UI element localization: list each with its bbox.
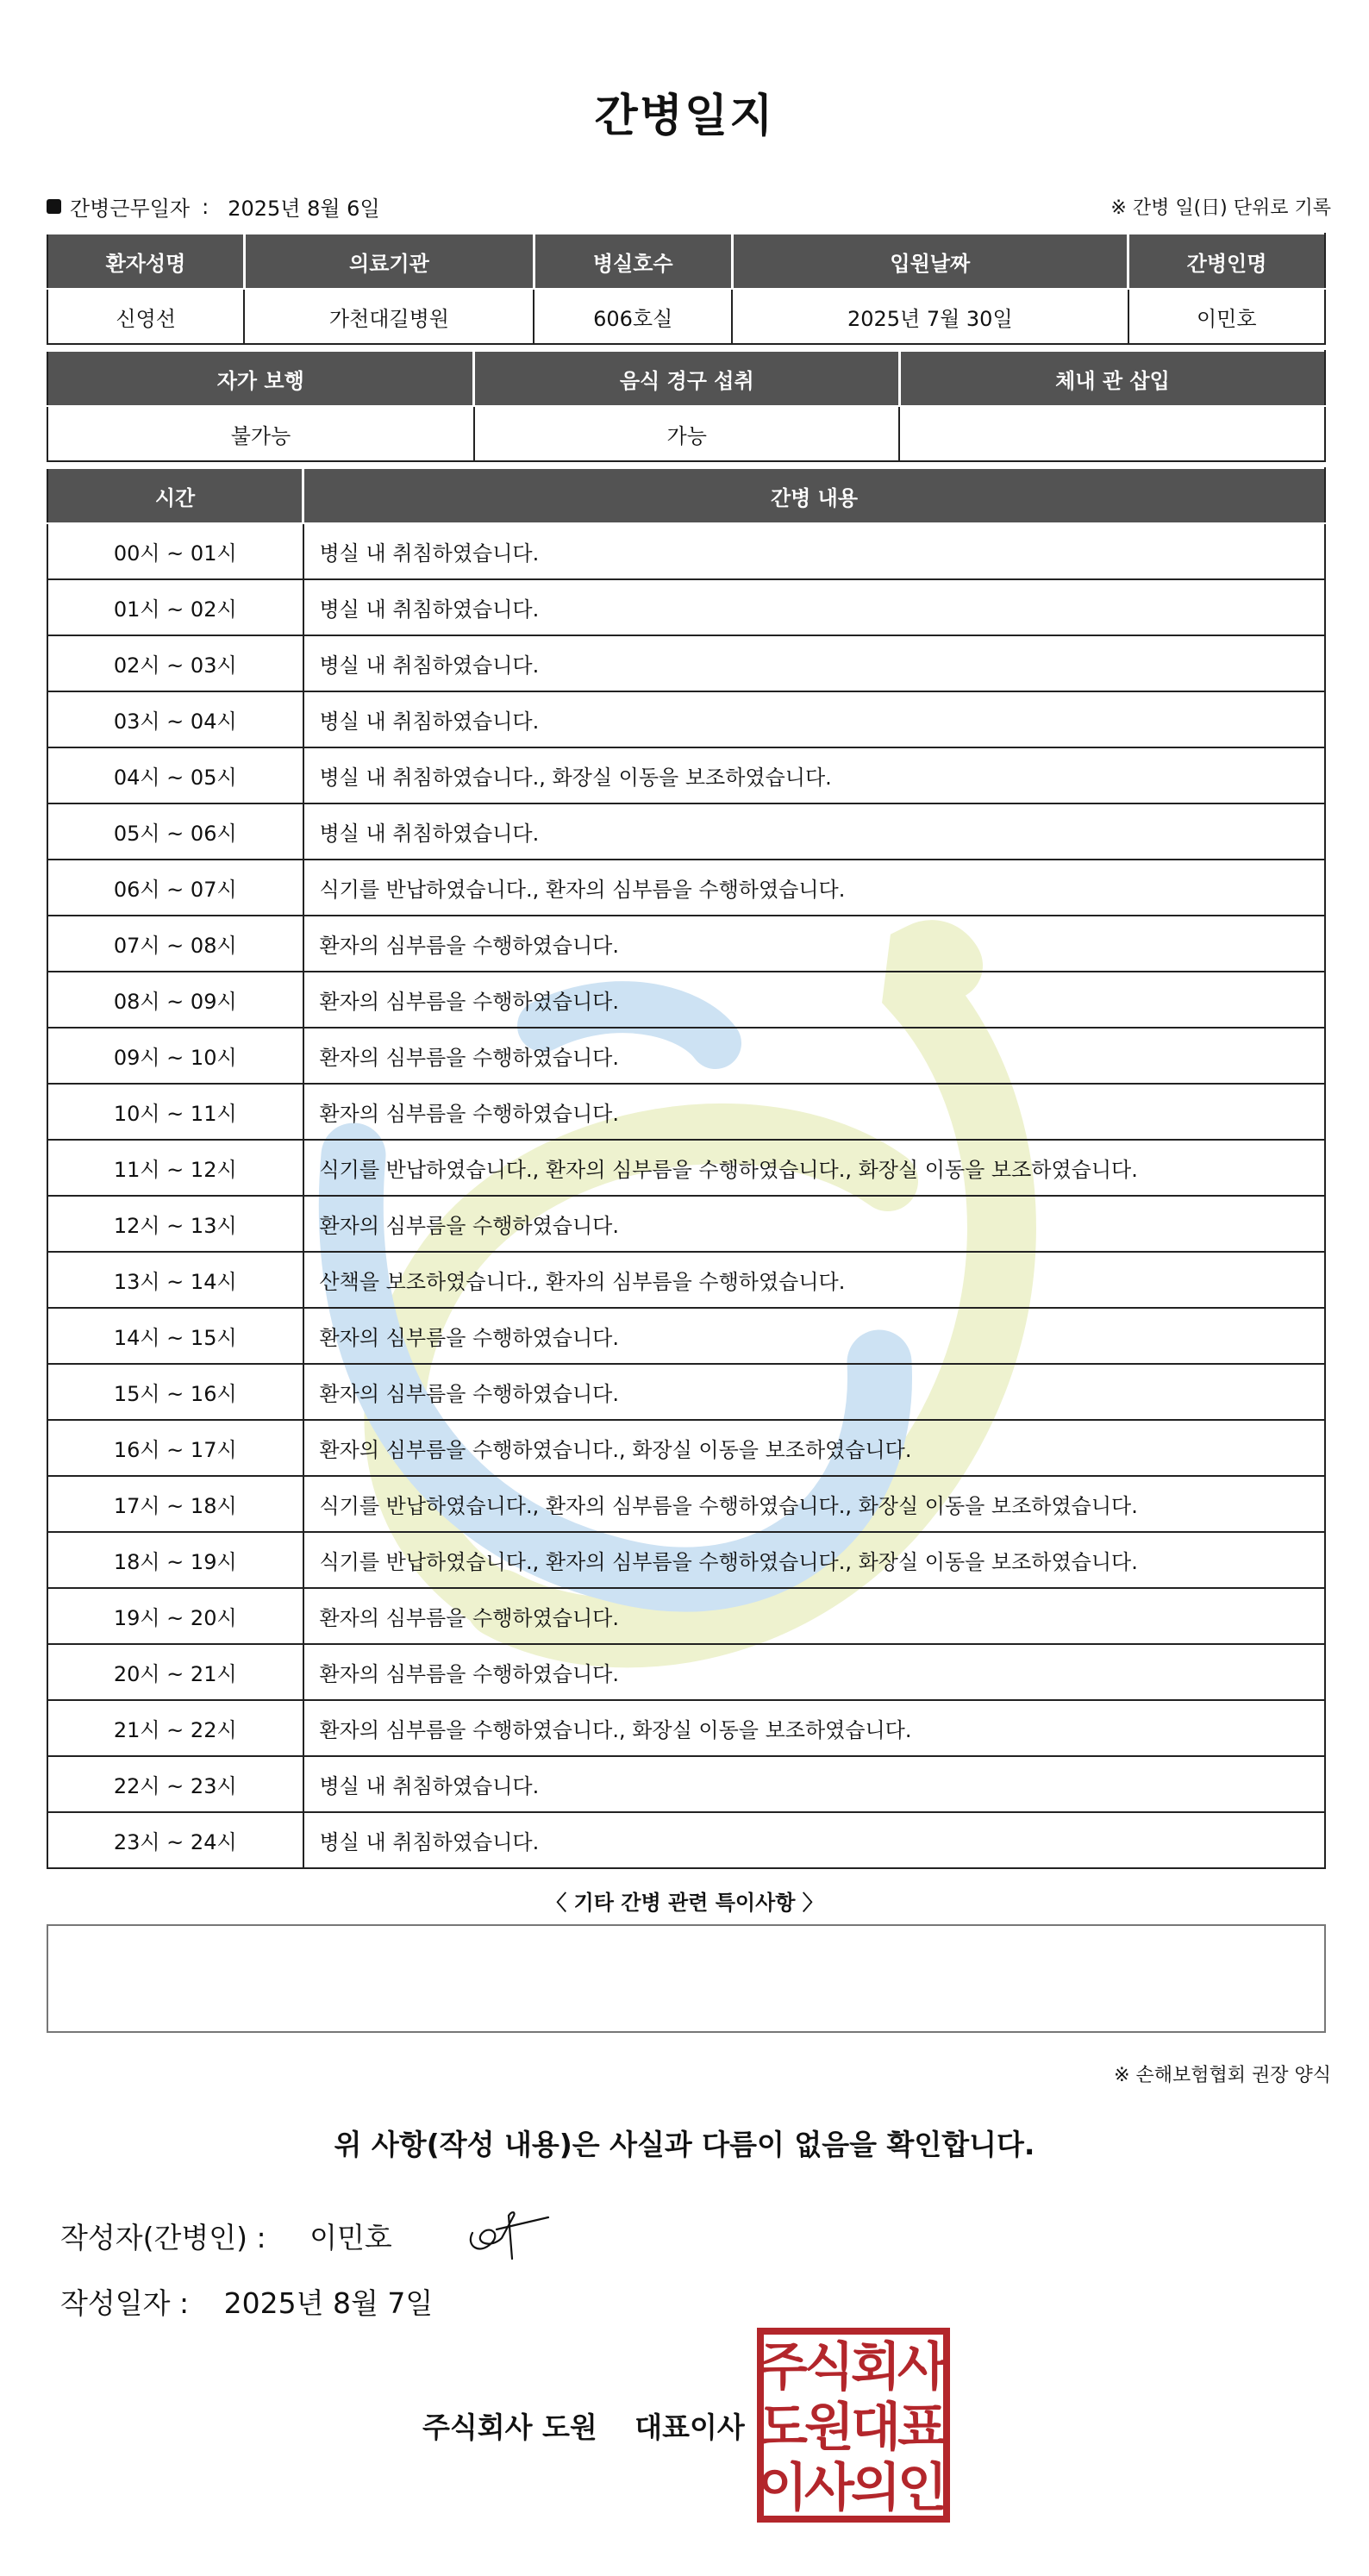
row-care-content: 환자의 심부름을 수행하였습니다. [303, 1364, 1326, 1420]
written-date-row [60, 2281, 433, 2322]
table-row [47, 1252, 1325, 1308]
header-self-walking: 자가 보행 [47, 351, 474, 406]
row-time: 15시 ~ 16시 [47, 1364, 303, 1420]
row-time: 18시 ~ 19시 [47, 1532, 303, 1588]
row-care-content: 환자의 심부름을 수행하였습니다. [303, 972, 1326, 1028]
oral-intake-value: 가능 [474, 406, 900, 461]
care-log-body [47, 523, 1325, 1868]
table-row [47, 1588, 1325, 1644]
seal-char: 의 [851, 2458, 901, 2518]
company-name: 주식회사 도원 [422, 2410, 597, 2444]
table-row [47, 523, 1325, 579]
header-patient-name: 환자성명 [47, 234, 244, 289]
writer-name: 이민호 [309, 2221, 392, 2254]
table-row [47, 691, 1325, 747]
row-time: 00시 ~ 01시 [47, 523, 303, 579]
seal-char: 사 [804, 2458, 854, 2518]
seal-char: 식 [804, 2337, 854, 2398]
seal-char: 대 [851, 2398, 901, 2458]
row-care-content: 식기를 반납하였습니다., 환자의 심부름을 수행하였습니다., 화장실 이동을 보조하였습니다. [303, 1476, 1326, 1532]
care-log-header-row [47, 468, 1325, 523]
work-date-label: 간병근무일자 [70, 197, 191, 221]
table-row [47, 972, 1325, 1028]
row-time: 17시 ~ 18시 [47, 1476, 303, 1532]
seal-char: 도 [758, 2398, 808, 2458]
care-log-table [47, 467, 1326, 1869]
written-date-label: 작성일자 : [60, 2286, 190, 2320]
row-time: 11시 ~ 12시 [47, 1140, 303, 1196]
table-row [47, 803, 1325, 860]
hospital-name: 가천대길병원 [244, 289, 534, 344]
table-row [47, 1644, 1325, 1700]
company-title: 대표이사 [634, 2410, 745, 2444]
row-time: 09시 ~ 10시 [47, 1028, 303, 1084]
row-care-content: 병실 내 취침하였습니다. [303, 635, 1326, 691]
row-time: 19시 ~ 20시 [47, 1588, 303, 1644]
work-date-value: 2025년 8월 6일 [228, 197, 380, 221]
row-time: 23시 ~ 24시 [47, 1812, 303, 1868]
patient-status-table [47, 350, 1326, 462]
table-row [47, 916, 1325, 972]
table-row [47, 1756, 1325, 1812]
row-care-content: 병실 내 취침하였습니다. [303, 803, 1326, 860]
row-care-content: 식기를 반납하였습니다., 환자의 심부름을 수행하였습니다., 화장실 이동을 보조하였습니다. [303, 1532, 1326, 1588]
table-row [47, 1476, 1325, 1532]
table-row [47, 1196, 1325, 1252]
row-time: 16시 ~ 17시 [47, 1420, 303, 1476]
table-row [47, 1084, 1325, 1140]
header-care-content: 간병 내용 [303, 468, 1326, 523]
row-care-content: 산책을 보조하였습니다., 환자의 심부름을 수행하였습니다. [303, 1252, 1326, 1308]
writer-label: 작성자(간병인) : [60, 2221, 266, 2254]
caregiver-name: 이민호 [1128, 289, 1325, 344]
work-date-row [47, 191, 380, 222]
header-time: 시간 [47, 468, 303, 523]
written-date-value: 2025년 8월 7일 [223, 2286, 434, 2320]
row-care-content: 병실 내 취침하였습니다., 화장실 이동을 보조하였습니다. [303, 747, 1326, 803]
row-care-content: 환자의 심부름을 수행하였습니다. [303, 1196, 1326, 1252]
patient-name: 신영선 [47, 289, 244, 344]
row-care-content: 병실 내 취침하였습니다. [303, 691, 1326, 747]
signature [462, 2198, 557, 2267]
row-time: 08시 ~ 09시 [47, 972, 303, 1028]
table-row [47, 860, 1325, 916]
company-line [422, 2405, 745, 2446]
patient-info-table [47, 233, 1326, 345]
row-care-content: 식기를 반납하였습니다., 환자의 심부름을 수행하였습니다., 화장실 이동을 보조하였습니다. [303, 1140, 1326, 1196]
header-oral-intake: 음식 경구 섭취 [474, 351, 900, 406]
row-time: 03시 ~ 04시 [47, 691, 303, 747]
square-bullet-icon [47, 199, 61, 214]
row-care-content: 환자의 심부름을 수행하였습니다. [303, 1084, 1326, 1140]
header-admission-date: 입원날짜 [732, 234, 1128, 289]
row-time: 14시 ~ 15시 [47, 1308, 303, 1364]
writer-row [60, 2216, 392, 2256]
status-header-row [47, 351, 1325, 406]
table-row [47, 1812, 1325, 1868]
row-time: 02시 ~ 03시 [47, 635, 303, 691]
admission-date: 2025년 7월 30일 [732, 289, 1128, 344]
row-care-content: 환자의 심부름을 수행하였습니다. [303, 1588, 1326, 1644]
notes-title: 〈 기타 간병 관련 특이사항 〉 [546, 1891, 823, 1915]
row-care-content: 병실 내 취침하였습니다. [303, 523, 1326, 579]
table-row [47, 1532, 1325, 1588]
row-time: 07시 ~ 08시 [47, 916, 303, 972]
row-care-content: 병실 내 취침하였습니다. [303, 1812, 1326, 1868]
seal-char: 인 [897, 2458, 947, 2518]
header-caregiver-name: 간병인명 [1128, 234, 1325, 289]
row-care-content: 병실 내 취침하였습니다. [303, 1756, 1326, 1812]
row-time: 04시 ~ 05시 [47, 747, 303, 803]
header-room: 병실호수 [534, 234, 732, 289]
row-care-content: 환자의 심부름을 수행하였습니다. [303, 1644, 1326, 1700]
header-tube-insertion: 체내 관 삽입 [899, 351, 1325, 406]
row-time: 12시 ~ 13시 [47, 1196, 303, 1252]
work-date-separator: : [202, 194, 209, 219]
table-row [47, 1420, 1325, 1476]
header-hospital: 의료기관 [244, 234, 534, 289]
row-time: 10시 ~ 11시 [47, 1084, 303, 1140]
table-row [47, 635, 1325, 691]
row-care-content: 환자의 심부름을 수행하였습니다. [303, 1308, 1326, 1364]
row-care-content: 식기를 반납하였습니다., 환자의 심부름을 수행하였습니다. [303, 860, 1326, 916]
room-number: 606호실 [534, 289, 732, 344]
tube-insertion-value [899, 406, 1325, 461]
table-row [47, 1308, 1325, 1364]
row-care-content: 병실 내 취침하였습니다. [303, 579, 1326, 635]
seal-char: 이 [758, 2458, 808, 2518]
patient-info-value-row [47, 289, 1325, 344]
self-walking-value: 불가능 [47, 406, 474, 461]
row-time: 01시 ~ 02시 [47, 579, 303, 635]
row-care-content: 환자의 심부름을 수행하였습니다., 화장실 이동을 보조하였습니다. [303, 1700, 1326, 1756]
seal-char: 표 [897, 2398, 947, 2458]
confirmation-statement: 위 사항(작성 내용)은 사실과 다름이 없음을 확인합니다. [334, 2128, 1035, 2161]
patient-info-header-row [47, 234, 1325, 289]
row-time: 13시 ~ 14시 [47, 1252, 303, 1308]
seal-char: 주 [758, 2337, 808, 2398]
row-care-content: 환자의 심부름을 수행하였습니다. [303, 1028, 1326, 1084]
seal-char: 사 [897, 2337, 947, 2398]
table-row [47, 1700, 1325, 1756]
row-time: 20시 ~ 21시 [47, 1644, 303, 1700]
status-value-row [47, 406, 1325, 461]
table-row [47, 747, 1325, 803]
table-row [47, 1364, 1325, 1420]
recommendation-note: ※ 손해보험협회 권장 양식 [1114, 2065, 1331, 2086]
row-time: 06시 ~ 07시 [47, 860, 303, 916]
row-time: 21시 ~ 22시 [47, 1700, 303, 1756]
table-row [47, 1028, 1325, 1084]
row-care-content: 환자의 심부름을 수행하였습니다., 화장실 이동을 보조하였습니다. [303, 1420, 1326, 1476]
row-care-content: 환자의 심부름을 수행하였습니다. [303, 916, 1326, 972]
table-row [47, 579, 1325, 635]
seal-char: 원 [804, 2398, 854, 2458]
row-time: 05시 ~ 06시 [47, 803, 303, 860]
seal-char: 회 [851, 2337, 901, 2398]
page-title: 간병일지 [594, 91, 775, 142]
table-row [47, 1140, 1325, 1196]
notes-box [47, 1924, 1326, 2033]
unit-note: ※ 간병 일(日) 단위로 기록 [1110, 197, 1331, 219]
company-seal [757, 2328, 950, 2523]
row-time: 22시 ~ 23시 [47, 1756, 303, 1812]
